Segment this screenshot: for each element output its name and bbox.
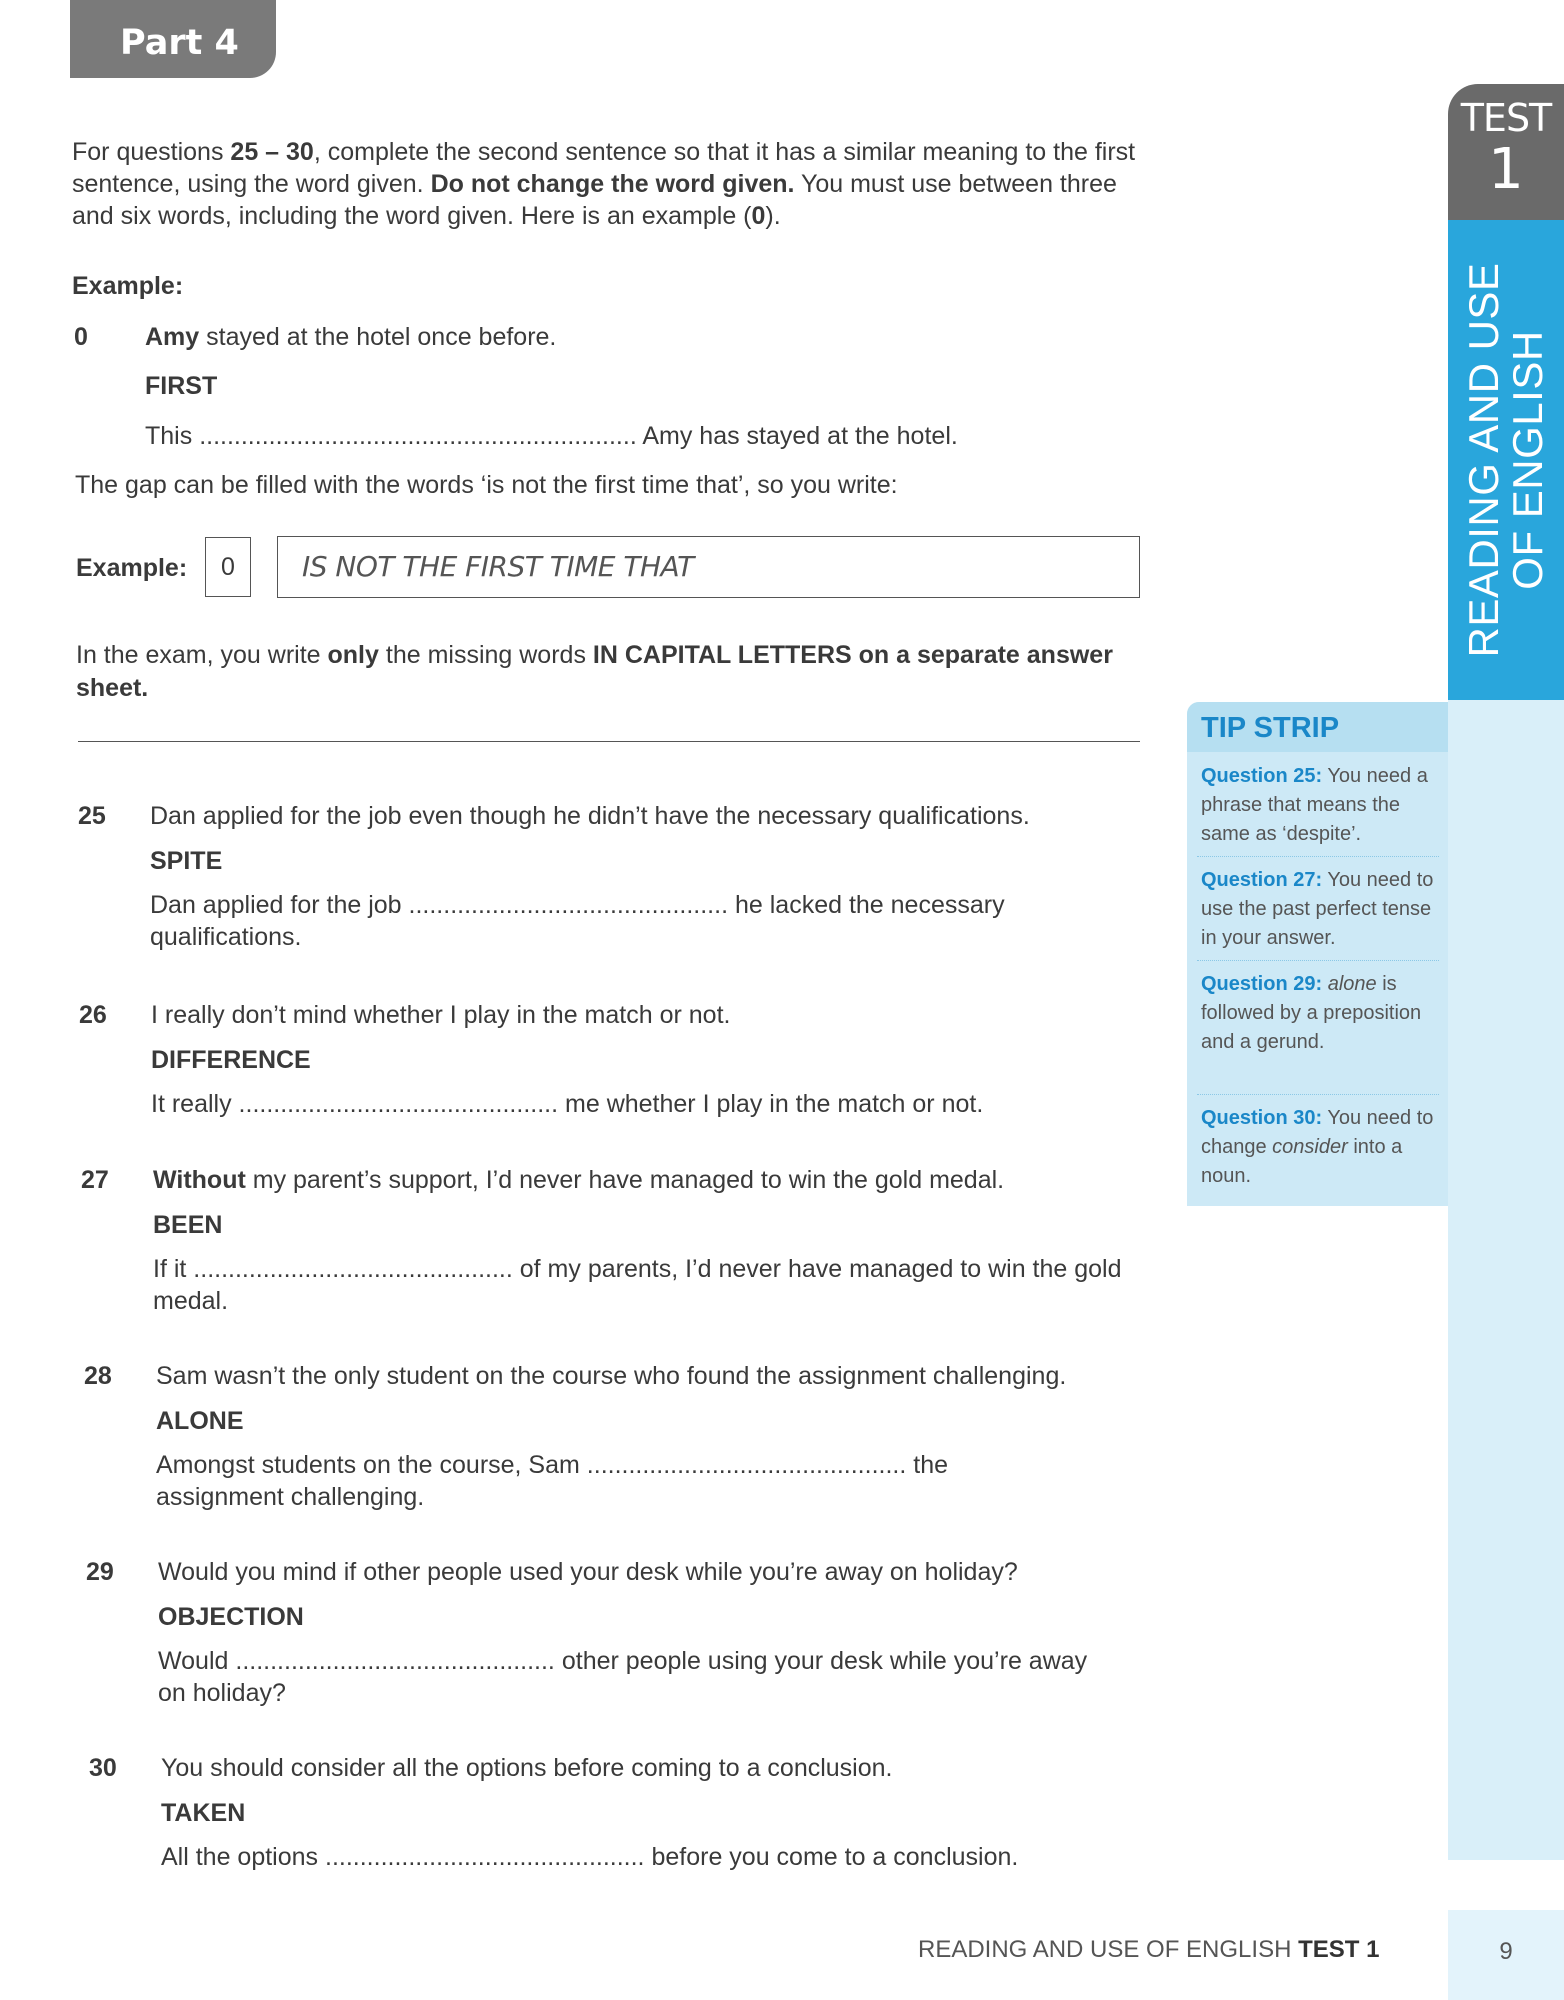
question-sentence: Would you mind if other people used your desk while you’re away on holiday?: [158, 1558, 1018, 1586]
example-number: 0: [74, 323, 88, 351]
example-gap-note: The gap can be filled with the words ‘is not the first time that’, so you write:: [75, 471, 898, 499]
exam-note-text-1: In the exam, you write: [76, 641, 328, 669]
instructions-text-2: , complete the second sentence so that it has a similar meaning to the first sentence, using the word given.: [72, 138, 1136, 198]
question-keyword: BEEN: [153, 1211, 223, 1239]
question-keyword: ALONE: [156, 1407, 244, 1435]
test-label: TEST: [1460, 96, 1552, 140]
question-sentence-rest: my parent’s support, I’d never have managed to win the gold medal.: [245, 1166, 1005, 1194]
tip-label: Question 25:: [1201, 765, 1323, 787]
gap-after: the assignment challenging.: [156, 1451, 949, 1511]
question-keyword: SPITE: [150, 847, 223, 875]
question-sentence: Dan applied for the job even though he didn’t have the necessary qualifications.: [150, 802, 1030, 830]
gap-before: It really: [151, 1090, 232, 1118]
exam-note-text-2: the missing words: [378, 641, 593, 669]
question-number: 27: [81, 1166, 109, 1194]
footer-section-title: [918, 1936, 1379, 1964]
gap-dots[interactable]: ..............................................: [193, 1255, 513, 1283]
tip-italic: alone: [1327, 973, 1377, 995]
question-sentence: [153, 1164, 1173, 1196]
tip-label: Question 29:: [1201, 973, 1323, 995]
gap-after: me whether I play in the match or not.: [565, 1090, 984, 1118]
question-keyword: TAKEN: [161, 1799, 246, 1827]
question-sentence: I really don’t mind whether I play in the match or not.: [151, 1001, 731, 1029]
question-number: 29: [86, 1558, 114, 1586]
gap-before: All the options: [161, 1843, 319, 1871]
example-sentence: [145, 323, 556, 352]
question-keyword: OBJECTION: [158, 1603, 304, 1631]
tip-label: Question 30:: [1201, 1107, 1323, 1129]
tip-text: You need to change: [1201, 1107, 1434, 1158]
question-gap-sentence: [153, 1253, 1153, 1317]
tip-strip-title: TIP STRIP: [1187, 702, 1448, 752]
question-keyword: DIFFERENCE: [151, 1046, 311, 1074]
example-sentence-bold: Amy: [145, 323, 200, 351]
example-box-label: Example:: [76, 554, 188, 582]
example-gap-after: Amy has stayed at the hotel.: [642, 422, 958, 450]
tip-question-25: [1201, 762, 1437, 849]
part-heading-tab: [70, 0, 276, 78]
part-heading: Part 4: [120, 23, 239, 63]
question-number: 30: [89, 1754, 117, 1782]
section-side-label: [1462, 240, 1550, 680]
example-box-number: 0: [205, 537, 251, 597]
tip-separator: [1197, 960, 1439, 961]
example-gap-sentence: [145, 422, 958, 451]
question-gap-sentence: [158, 1645, 1108, 1709]
example-gap-dots: ...............................................................: [199, 422, 637, 450]
tip-text: You need a phrase that means the same as ‘despite’.: [1201, 765, 1428, 845]
question-gap-sentence: [151, 1088, 1131, 1120]
test-number: 1: [1488, 137, 1524, 202]
tip-italic: consider: [1272, 1136, 1348, 1158]
tip-text-2: into a noun.: [1201, 1136, 1403, 1187]
gap-after: he lacked the necessary qualifications.: [150, 891, 1005, 951]
question-number: 25: [78, 802, 106, 830]
gap-before: If it: [153, 1255, 187, 1283]
gap-dots[interactable]: ..............................................: [325, 1843, 645, 1871]
example-keyword: FIRST: [145, 372, 218, 400]
question-sentence-bold: Without: [153, 1166, 246, 1194]
instructions-range: 25 – 30: [230, 138, 314, 166]
example-answer-box: IS NOT THE FIRST TIME THAT: [277, 536, 1140, 598]
side-light-band: [1448, 700, 1564, 1860]
gap-dots[interactable]: ..............................................: [238, 1090, 559, 1118]
tip-question-29: [1201, 970, 1437, 1057]
question-number: 28: [84, 1362, 112, 1390]
instructions-zero: 0: [751, 202, 766, 230]
gap-dots[interactable]: ..............................................: [235, 1647, 555, 1675]
gap-after: of my parents, I’d never have managed to win the gold medal.: [153, 1255, 1122, 1315]
example-heading: Example:: [72, 272, 184, 300]
footer-test-label: TEST 1: [1298, 1936, 1380, 1963]
question-gap-sentence: [161, 1841, 1141, 1873]
tip-strip: [1187, 702, 1448, 1206]
exam-note-bold-2: IN CAPITAL LETTERS on a separate answer sheet.: [76, 641, 1113, 702]
question-gap-sentence: [156, 1449, 1056, 1513]
instructions-emphasis: Do not change the word given.: [430, 170, 795, 198]
tip-question-27: [1201, 866, 1437, 953]
tip-question-30: [1201, 1104, 1437, 1191]
section-label-line-1: READING AND USE: [1460, 262, 1507, 658]
gap-after: other people using your desk while you’re away on holiday?: [158, 1647, 1088, 1707]
instructions-text-4: ).: [765, 202, 781, 230]
exam-note: [76, 639, 1136, 705]
gap-dots[interactable]: ..............................................: [408, 891, 729, 919]
gap-before: Would: [158, 1647, 229, 1675]
instructions-text-1: For questions: [72, 138, 231, 166]
exam-note-bold-1: only: [327, 641, 379, 669]
question-number: 26: [79, 1001, 107, 1029]
tip-text: You need to use the past perfect tense in your answer.: [1201, 869, 1434, 949]
footer-text: READING AND USE OF ENGLISH: [918, 1936, 1299, 1963]
tip-label: Question 27:: [1201, 869, 1323, 891]
page-number: 9: [1448, 1910, 1564, 2000]
section-label-line-2: OF ENGLISH: [1504, 330, 1551, 590]
gap-before: Dan applied for the job: [150, 891, 402, 919]
question-sentence: You should consider all the options before coming to a conclusion.: [161, 1754, 893, 1782]
tip-separator: [1197, 1094, 1439, 1095]
gap-before: Amongst students on the course, Sam: [156, 1451, 580, 1479]
tip-separator: [1197, 856, 1439, 857]
example-sentence-rest: stayed at the hotel once before.: [199, 323, 557, 351]
question-sentence: Sam wasn’t the only student on the course who found the assignment challenging.: [156, 1362, 1067, 1390]
instructions-text-3: You must use between three and six words, including the word given. Here is an example (: [72, 170, 1117, 230]
instructions: [72, 136, 1152, 232]
gap-after: before you come to a conclusion.: [651, 1843, 1019, 1871]
test-number-tab: [1448, 84, 1564, 220]
question-gap-sentence: [150, 889, 1130, 953]
tip-text: is followed by a preposition and a gerund.: [1201, 973, 1422, 1053]
gap-dots[interactable]: ..............................................: [586, 1451, 907, 1479]
example-gap-before: This: [145, 422, 193, 450]
section-divider: [78, 741, 1140, 742]
